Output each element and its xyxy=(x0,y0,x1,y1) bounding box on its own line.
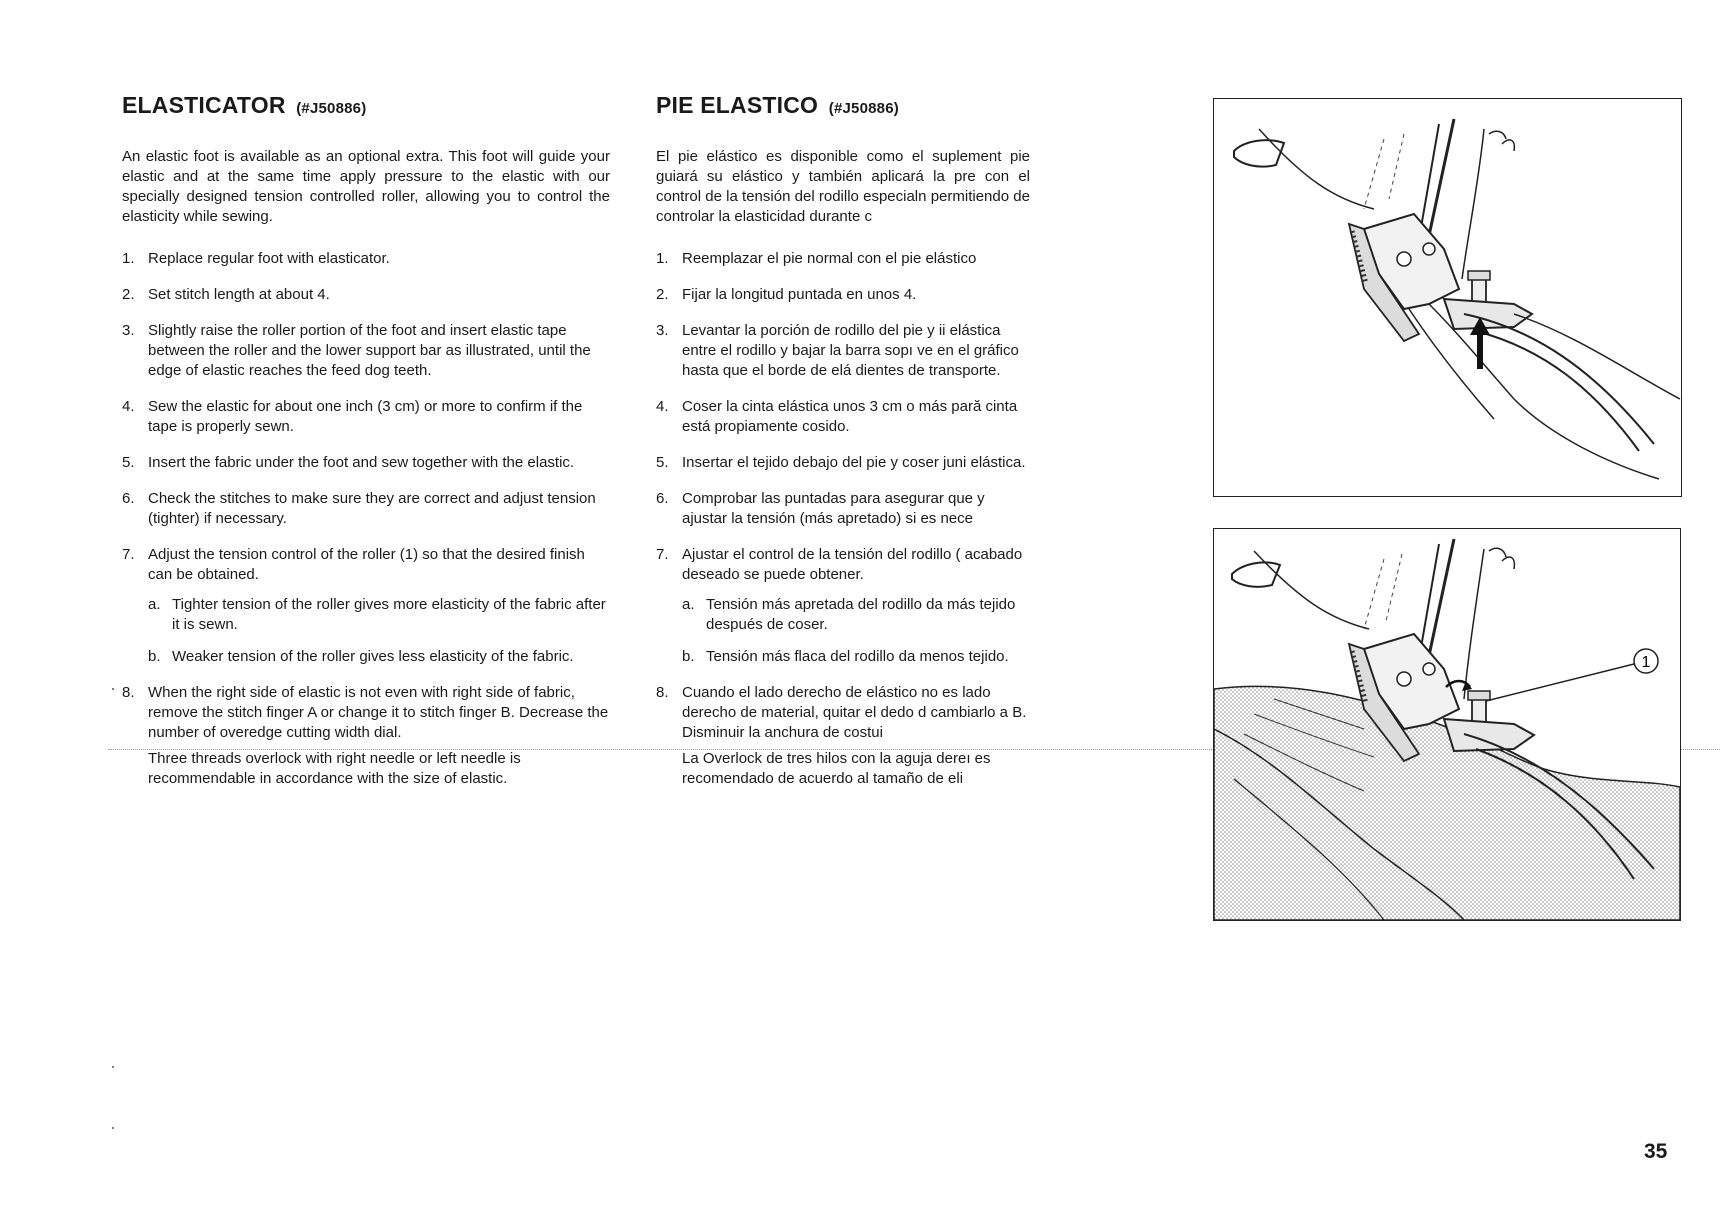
sub-letter: a. xyxy=(148,596,161,613)
english-step-8-note: Three threads overlock with right needle or left needle is recommendable in accordance with the size of elastic. xyxy=(148,750,521,787)
step-text: Insertar el tejido debajo del pie y coser juni elástica. xyxy=(682,454,1026,471)
spanish-step-7a xyxy=(682,595,1030,635)
presser-foot-illustration xyxy=(1214,529,1680,920)
step-text: Check the stitches to make sure they are correct and adjust tension (tighter) if necessary. xyxy=(148,490,596,527)
step-text: Insert the fabric under the foot and sew together with the elastic. xyxy=(148,454,575,471)
english-step-7a xyxy=(148,595,610,635)
callout-number: 1 xyxy=(1641,654,1651,671)
spanish-steps xyxy=(656,249,1030,789)
spanish-step-1 xyxy=(656,249,1030,269)
english-step-7 xyxy=(122,545,610,667)
step-number: 5. xyxy=(122,454,135,471)
spanish-column xyxy=(656,92,1030,805)
spanish-intro: El pie elástico es disponible como el suplement pie guiará su elástico y también aplicará la pre con el control de la tensión del rodillo especialn permitiendo de controlar la elasticidad durante c xyxy=(656,148,1030,225)
spanish-step-7b xyxy=(682,647,1030,667)
step-number: 7. xyxy=(122,546,135,563)
step-number: 5. xyxy=(656,454,669,471)
step-text: Levantar la porción de rodillo del pie y ii elástica entre el rodillo y bajar la barra sopı ve en el gráfico hasta que el borde de elá dientes de transporte. xyxy=(682,322,1019,379)
spanish-step-5 xyxy=(656,453,1030,473)
step-number: 6. xyxy=(656,490,669,507)
spanish-step-6 xyxy=(656,489,1030,529)
spanish-step-8-note: La Overlock de tres hilos con la aguja dereı es recomendado de acuerdo al tamaño de eli xyxy=(682,750,991,787)
scan-speck xyxy=(112,1066,114,1068)
spanish-step-7 xyxy=(656,545,1030,667)
english-step-4 xyxy=(122,397,610,437)
sub-text: Tensión más flaca del rodillo da menos tejido. xyxy=(706,648,1009,665)
spanish-step-4 xyxy=(656,397,1030,437)
english-step-3 xyxy=(122,321,610,381)
step-number: 2. xyxy=(122,286,135,303)
step-text: Reemplazar el pie normal con el pie elástico xyxy=(682,250,977,267)
step-number: 2. xyxy=(656,286,669,303)
spanish-heading xyxy=(656,92,1030,119)
spanish-step-8 xyxy=(656,683,1030,789)
step-text: Replace regular foot with elasticator. xyxy=(148,250,390,267)
figure-elastic-insertion xyxy=(1213,98,1682,497)
english-column xyxy=(122,92,610,805)
step-number: 6. xyxy=(122,490,135,507)
english-step-2 xyxy=(122,285,610,305)
step-text: Comprobar las puntadas para asegurar que y ajustar la tensión (más apretado) si es nece xyxy=(682,490,985,527)
figure-sewing-fabric xyxy=(1213,528,1681,921)
sub-letter: b. xyxy=(148,648,161,665)
step-text: Fijar la longitud puntada en unos 4. xyxy=(682,286,917,303)
spanish-part-code: (#J50886) xyxy=(828,100,899,117)
step-number: 7. xyxy=(656,546,669,563)
step-number: 4. xyxy=(122,398,135,415)
scan-speck xyxy=(112,1127,114,1129)
sub-text: Tighter tension of the roller gives more elasticity of the fabric after it is sewn. xyxy=(172,596,606,633)
step-text: Slightly raise the roller portion of the foot and insert elastic tape between the roller and the lower support bar as illustrated, until the edge of elastic reaches the feed dog teeth. xyxy=(148,322,591,379)
step-number: 3. xyxy=(656,322,669,339)
spanish-title: PIE ELASTICO xyxy=(656,92,819,118)
step-text: Coser la cinta elástica unos 3 cm o más pară cinta está propiamente cosido. xyxy=(682,398,1018,435)
step-number: 4. xyxy=(656,398,669,415)
spanish-step-3 xyxy=(656,321,1030,381)
step-text: Adjust the tension control of the roller (1) so that the desired finish can be obtained. xyxy=(148,546,585,583)
step-number: 8. xyxy=(122,684,135,701)
english-step-6 xyxy=(122,489,610,529)
presser-foot-illustration xyxy=(1214,99,1681,496)
step-number: 1. xyxy=(656,250,669,267)
step-text: When the right side of elastic is not even with right side of fabric, remove the stitch finger A or change it to stitch finger B. Decrease the number of overedge cutting width dial. xyxy=(148,684,609,741)
step-number: 3. xyxy=(122,322,135,339)
english-intro: An elastic foot is available as an optional extra. This foot will guide your elastic and at the same time apply pressure to the elastic with our specially designed tension controlled roller, allowing you to control the elasticity while sewing. xyxy=(122,148,610,225)
english-heading xyxy=(122,92,610,119)
sub-text: Weaker tension of the roller gives less elasticity of the fabric. xyxy=(172,648,574,665)
step-text: Ajustar el control de la tensión del rodillo ( acabado deseado se puede obtener. xyxy=(682,546,1023,583)
page-number: 35 xyxy=(1644,1140,1668,1163)
sub-letter: b. xyxy=(682,648,695,665)
sub-text: Tensión más apretada del rodillo da más tejido después de coser. xyxy=(706,596,1016,633)
step-number: 1. xyxy=(122,250,135,267)
english-step-8 xyxy=(122,683,610,789)
english-step-7b xyxy=(148,647,610,667)
english-title: ELASTICATOR xyxy=(122,92,286,118)
scan-speck xyxy=(112,688,114,690)
step-number: 8. xyxy=(656,684,669,701)
english-steps xyxy=(122,249,610,789)
spanish-step-2 xyxy=(656,285,1030,305)
english-step-1 xyxy=(122,249,610,269)
step-text: Set stitch length at about 4. xyxy=(148,286,330,303)
step-text: Cuando el lado derecho de elástico no es lado derecho de material, quitar el dedo d cambiarlo a B. Disminuir la anchura de costui xyxy=(682,684,1027,741)
step-text: Sew the elastic for about one inch (3 cm) or more to confirm if the tape is properly sewn. xyxy=(148,398,583,435)
english-step-5 xyxy=(122,453,610,473)
english-part-code: (#J50886) xyxy=(296,100,367,117)
sub-letter: a. xyxy=(682,596,695,613)
